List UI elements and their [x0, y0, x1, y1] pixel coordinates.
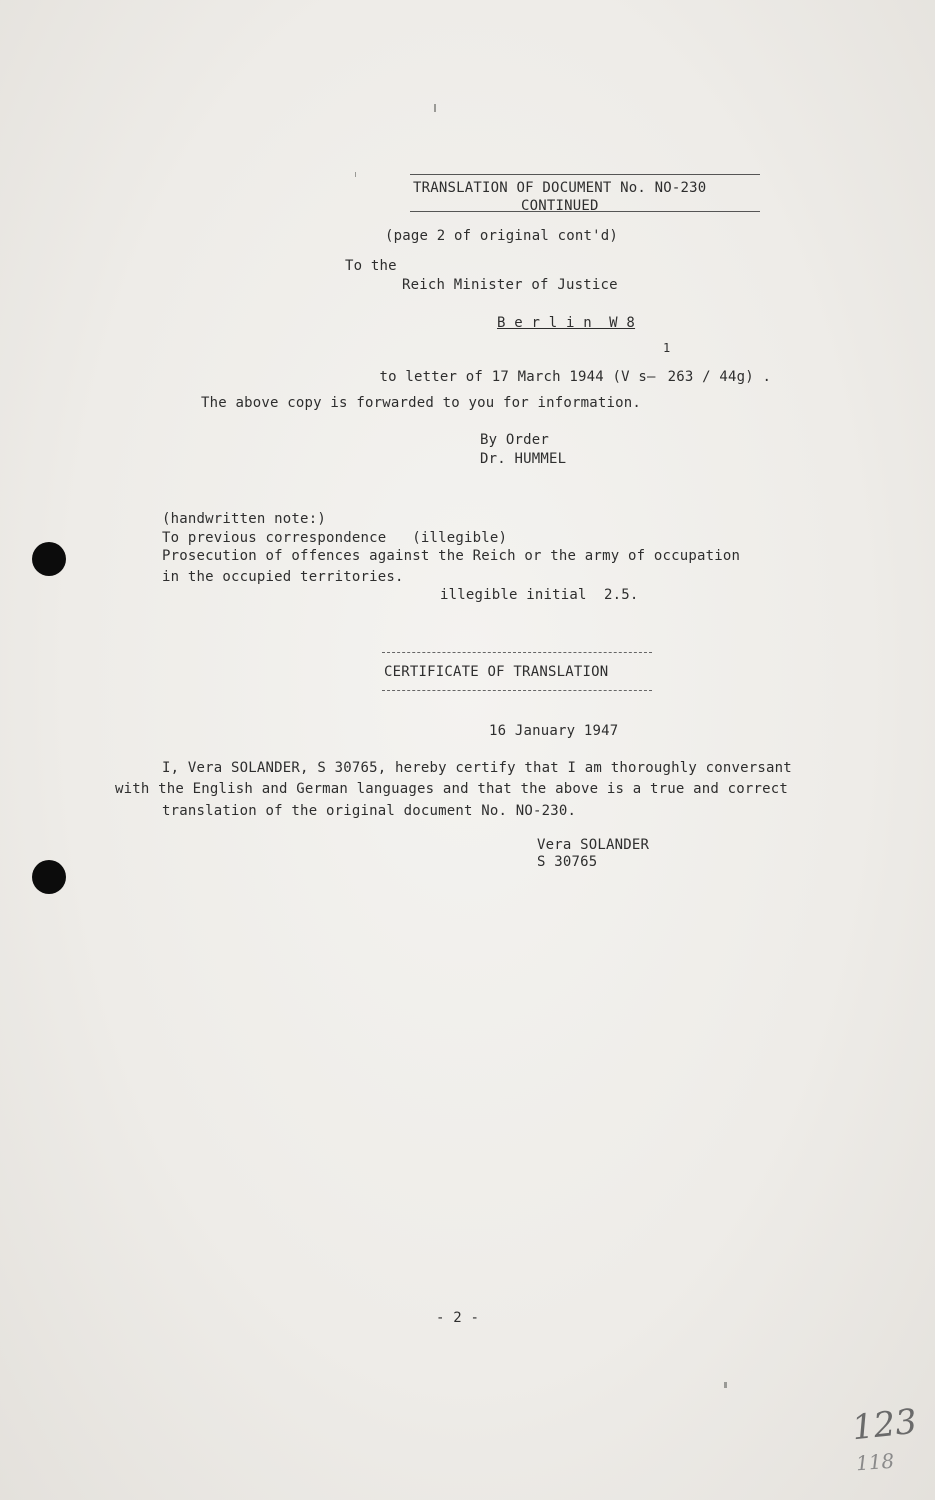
note-heading: (handwritten note:)	[162, 511, 326, 527]
note-line-3: in the occupied territories.	[162, 569, 404, 585]
certificate-line-2: with the English and German languages and that the above is a true and correct	[115, 781, 789, 797]
reference-prefix: to letter of 17 March 1944 (V s	[379, 369, 648, 385]
letter-body: The above copy is forwarded to you for information.	[201, 395, 642, 411]
certifier-number: S 30765	[537, 854, 598, 870]
stray-mark	[355, 172, 356, 177]
reference-fraction: 1	[663, 341, 671, 355]
punch-hole	[32, 542, 66, 576]
stray-mark	[724, 1382, 727, 1388]
certificate-bottom-rule	[382, 690, 652, 691]
signature-order: By Order	[480, 432, 550, 448]
recipient-city: B e r l i n W 8	[497, 315, 636, 331]
certificate-line-3: translation of the original document No. NO-230.	[162, 803, 577, 819]
note-line-2: Prosecution of offences against the Reich or the army of occupation	[162, 548, 741, 564]
document-subtitle: CONTINUED	[521, 198, 599, 214]
certificate-top-rule	[382, 652, 652, 653]
fraction-bar: –	[647, 369, 656, 385]
header-top-rule	[410, 174, 760, 175]
punch-hole	[32, 860, 66, 894]
document-title: TRANSLATION OF DOCUMENT No. NO-230	[413, 180, 707, 196]
certificate-line-1: I, Vera SOLANDER, S 30765, hereby certify that I am thoroughly conversant	[162, 760, 792, 776]
page-note: (page 2 of original cont'd)	[385, 228, 618, 244]
recipient: Reich Minister of Justice	[402, 277, 618, 293]
stray-mark	[434, 104, 436, 112]
certificate-date: 16 January 1947	[489, 723, 619, 739]
page-number: - 2 -	[436, 1310, 480, 1326]
note-line-1: To previous correspondence (illegible)	[162, 530, 508, 546]
addressee-prefix: To the	[345, 258, 397, 274]
note-initial: illegible initial 2.5.	[440, 587, 639, 603]
header-bottom-rule	[410, 211, 760, 212]
handwritten-folio-number: 123	[850, 1401, 919, 1449]
signature-name: Dr. HUMMEL	[480, 451, 567, 467]
certifier-name: Vera SOLANDER	[537, 837, 650, 853]
reference-suffix: 263 / 44g) .	[659, 369, 772, 385]
reference-line	[345, 356, 771, 398]
certificate-heading: CERTIFICATE OF TRANSLATION	[384, 664, 609, 680]
handwritten-folio-subnumber: 118	[855, 1448, 895, 1476]
